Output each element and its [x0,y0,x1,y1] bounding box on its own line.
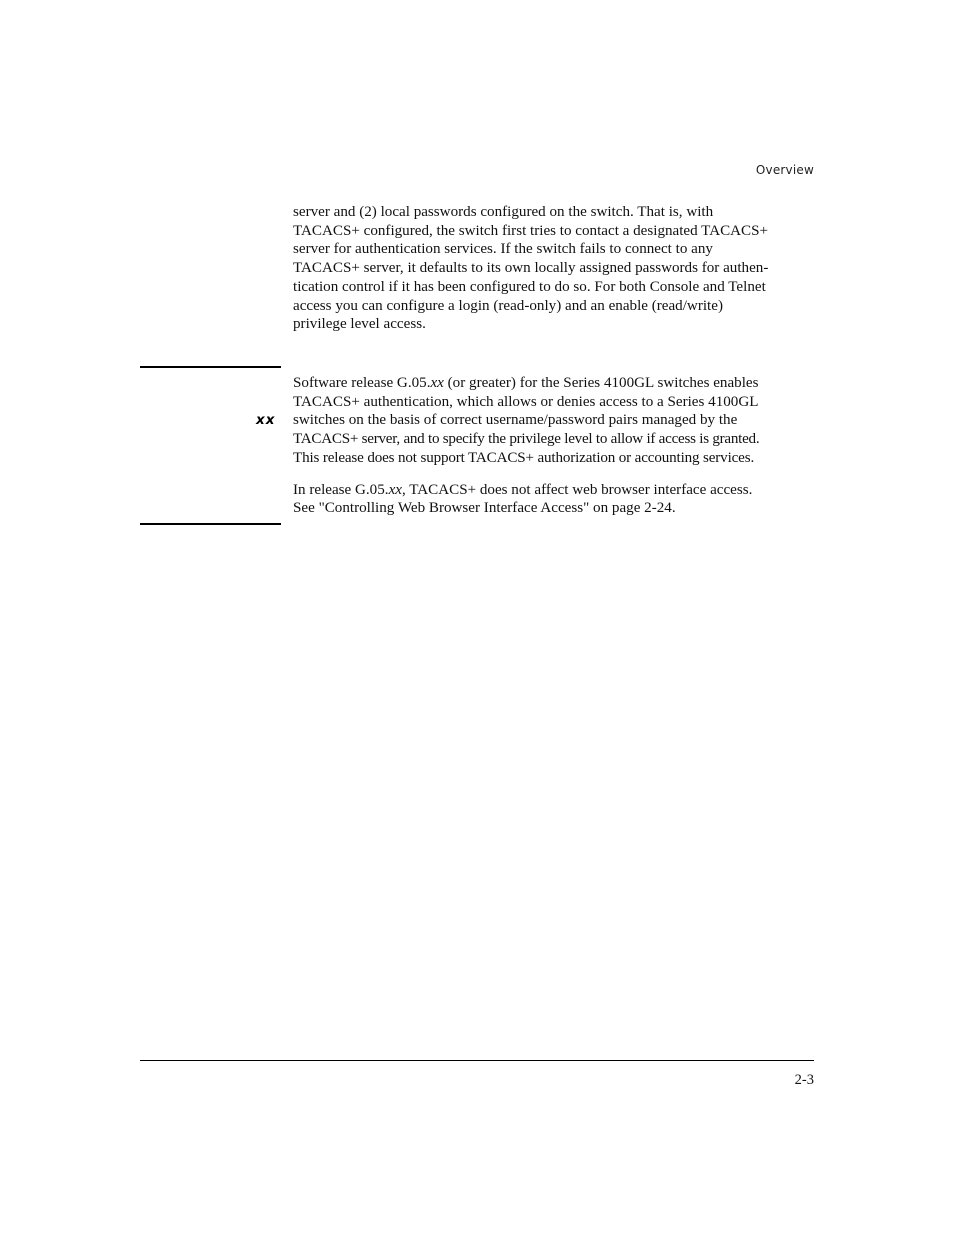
note-text: In release G.05. [293,481,389,498]
intro-line: TACACS+ configured, the switch first tries to contact a designated TACACS+ [293,222,769,239]
note-text: , TACACS+ does not affect web browser interface access. [401,481,753,498]
note-label: xx [256,412,276,428]
note-text: This release does not support TACACS+ authorization or accounting services. [293,449,755,466]
page-number: 2-3 [794,1072,814,1088]
version-placeholder: xx [430,375,444,391]
intro-line: server for authentication services. If the switch fails to connect to any [293,241,713,258]
note-body [293,374,819,518]
intro-line: access you can configure a login (read-only) and an enable (read/write) [293,297,723,314]
intro-line: privilege level access. [293,316,426,333]
intro-paragraph [293,203,819,334]
note-paragraph-release [293,374,819,468]
note-text: Software release G.05. [293,375,431,391]
note-text: switches on the basis of correct username/password pairs managed by the [293,412,738,429]
note-text: TACACS+ authentication, which allows or denies access to a Series 4100GL [293,393,759,410]
note-text: (or greater) for the Series 4100GL switches enables [443,375,759,391]
version-placeholder: xx [388,481,402,498]
intro-line: server and (2) local passwords configured on the switch. That is, with [293,204,714,220]
note-text: TACACS+ server, and to specify the privilege level to allow if access is granted. [293,431,760,448]
footer-rule [140,1060,814,1061]
note-top-rule [140,366,281,368]
note-bottom-rule [140,523,281,525]
intro-line: tication control if it has been configured to do so. For both Console and Telnet [293,278,766,295]
page-header-title: Overview [755,163,814,177]
note-paragraph-web [293,481,819,518]
cross-reference-text: See "Controlling Web Browser Interface Access" on page 2-24. [293,500,676,517]
intro-line: TACACS+ server, it defaults to its own locally assigned passwords for authen- [293,260,769,277]
